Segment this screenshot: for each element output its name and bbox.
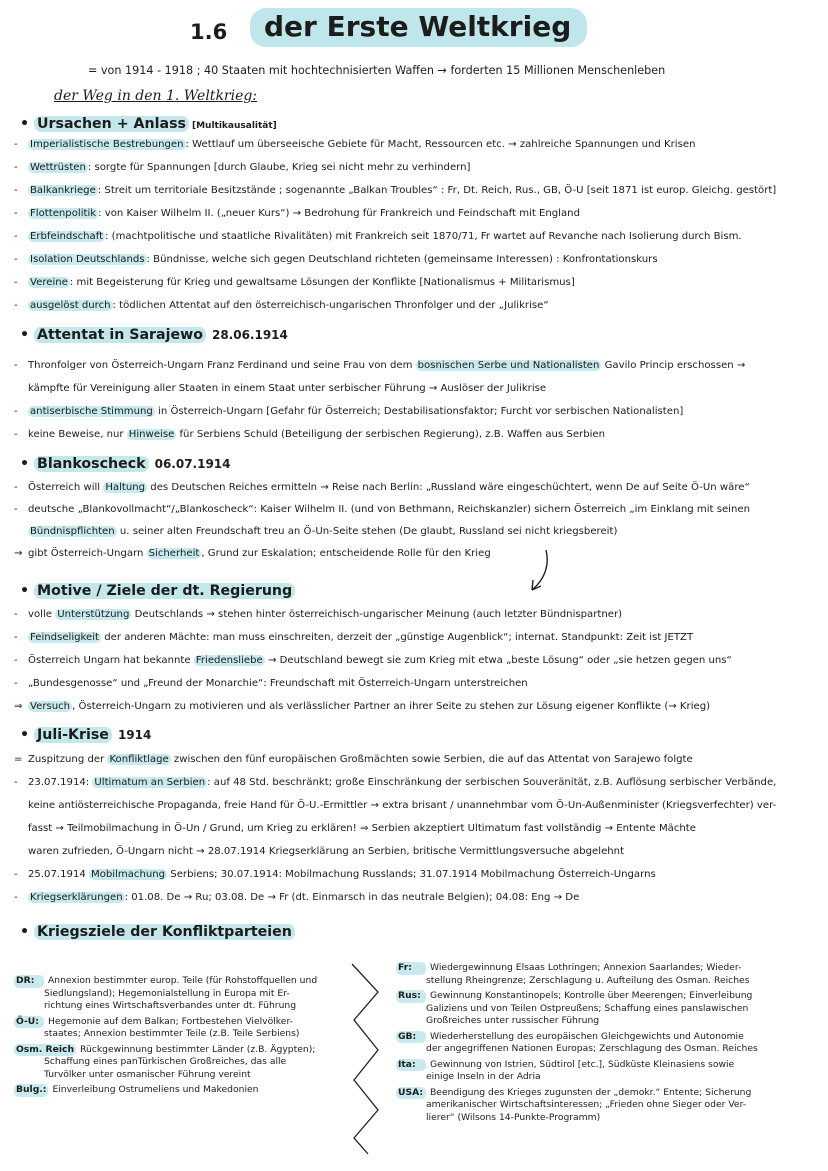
intro-line: = von 1914 - 1918 ; 40 Staaten mit hochtechnisierten Waffen → forderten 15 Millionen Menschenleben xyxy=(88,64,666,77)
kriegsziel-item xyxy=(14,1084,344,1097)
section-sarajevo-title: • Attentat in Sarajewo 28.06.1914 xyxy=(20,327,288,343)
list-item xyxy=(14,298,776,321)
blankoscheck-list xyxy=(14,480,750,568)
kriegsziel-line xyxy=(14,1016,344,1029)
country-tag: GB: xyxy=(396,1031,426,1044)
kriegsziel-text: der angegriffenen Nationen Europas; Zerschlagung des Osman. Reiches xyxy=(426,1043,758,1054)
highlighted-term: Imperialistische Bestrebungen xyxy=(30,139,184,150)
highlighted-term: Bündnispflichten xyxy=(30,526,115,537)
kriegsziel-text: Großreiches unter russischer Führung xyxy=(426,1015,600,1026)
kriegsziel-text: lierer“ (Wilsons 14-Punkte-Programm) xyxy=(426,1111,601,1123)
list-item xyxy=(14,867,776,890)
line-text: gibt Österreich-Ungarn xyxy=(28,548,147,559)
line-text: Zuspitzung der xyxy=(28,754,108,765)
list-item xyxy=(14,524,750,546)
list-item xyxy=(14,404,745,427)
line-text: Österreich Ungarn hat bekannte xyxy=(28,655,194,666)
bullet-marker: - xyxy=(14,208,18,219)
line-text: fasst → Teilmobilmachung in Ö-Un / Grund, um Krieg zu erklären! ⇒ Serbien akzeptiert Ultimatum fast vollständig → Entente Mächte xyxy=(28,823,696,834)
country-tag: USA: xyxy=(396,1087,426,1100)
highlighted-term: Vereine xyxy=(30,277,68,288)
list-item xyxy=(14,752,776,775)
kriegsziel-item xyxy=(396,1087,816,1125)
bullet-marker: - xyxy=(14,300,18,311)
bullet-marker: - xyxy=(14,139,18,150)
kriegsziel-text: Wiederherstellung des europäischen Gleichgewichts und Autonomie xyxy=(430,1030,744,1042)
bullet-marker: - xyxy=(14,185,18,196)
julikrise-list xyxy=(14,752,776,913)
bullet-marker: - xyxy=(14,655,18,666)
bullet-marker: - xyxy=(14,869,18,880)
kriegsziel-text: Annexion bestimmter europ. Teile (für Rohstoffquellen und xyxy=(48,975,318,986)
highlighted-term: Haltung xyxy=(105,482,146,493)
kriegsziel-text: Siedlungsland); Hegemonialstellung in Europa mit Er- xyxy=(44,987,290,999)
subheading: der Weg in den 1. Weltkrieg: xyxy=(54,88,258,104)
section-title-text: Blankoscheck xyxy=(34,456,149,472)
line-text: Deutschlands → stehen hinter österreichisch-ungarischer Meinung (auch letzter Bündnispartner) xyxy=(131,609,623,620)
bullet-marker: - xyxy=(14,360,18,371)
highlighted-term: bosnischen Serbe und Nationalisten xyxy=(417,360,600,371)
line-text: zwischen den fünf europäischen Großmächten sowie Serbien, die auf das Attentat von Sarajewo folgte xyxy=(170,754,693,765)
section-number: 1.6 xyxy=(190,20,228,44)
list-item xyxy=(14,502,750,524)
kriegsziel-item xyxy=(396,990,816,1028)
line-text: des Deutschen Reiches ermitteln → Reise nach Berlin: „Russland wäre eingeschüchtert, wenn De auf Seite Ö-Un wäre“ xyxy=(147,482,750,493)
kriegsziel-text: Rückgewinnung bestimmter Länder (z.B. Ägypten); xyxy=(79,1043,316,1055)
country-tag: Bulg.: xyxy=(16,1084,47,1095)
bullet-marker: - xyxy=(14,892,18,903)
section-title-text: Juli-Krise xyxy=(34,727,112,743)
line-text: keine antiösterreichische Propaganda, freie Hand für Ö-U.-Ermittler → extra brisant / unannehmbar vom Ö-Un-Außenminister (Kriegsverfechter) ver- xyxy=(28,800,777,811)
kriegsziel-line xyxy=(14,1084,344,1097)
list-item xyxy=(14,821,776,844)
kriegsziel-text: Schaffung eines panTürkischen Großreiches, das alle xyxy=(44,1056,287,1067)
list-item xyxy=(14,160,776,183)
list-item xyxy=(14,699,732,722)
list-item xyxy=(14,358,745,381)
highlighted-term: Versuch xyxy=(30,701,71,712)
kriegsziele-right xyxy=(396,962,816,1127)
line-text: : 01.08. De → Ru; 03.08. De → Fr (dt. Einmarsch in das neutrale Belgien); 04.08: Eng → De xyxy=(124,892,580,903)
list-item xyxy=(14,183,776,206)
country-tag: DR: xyxy=(14,975,44,988)
section-title-text: Attentat in Sarajewo xyxy=(34,327,206,343)
line-text: deutsche „Blankovollmacht“/„Blankoscheck“: Kaiser Wilhelm II. (und von Bethmann, Reichskanzler) sichern Österreich „im Einklang mit seinen xyxy=(28,504,750,515)
list-item xyxy=(14,653,732,676)
list-item xyxy=(14,275,776,298)
section-kriegsziele-title: • Kriegsziele der Konfliktparteien xyxy=(20,924,295,940)
line-text: : Bündnisse, welche sich gegen Deutschland richteten (gemeinsame Interessen) : Konfrontationskurs xyxy=(146,254,658,265)
bullet-marker: - xyxy=(14,231,18,242)
line-text: Thronfolger von Österreich-Ungarn Franz Ferdinand und seine Frau von dem xyxy=(28,360,416,371)
section-title-text: Kriegsziele der Konfliktparteien xyxy=(34,924,295,940)
section-date: 06.07.1914 xyxy=(154,457,231,471)
highlighted-term: Friedensliebe xyxy=(195,655,263,666)
line-text: : (machtpolitische und staatliche Rivalitäten) mit Frankreich seit 1870/71, Fr wartet auf Revanche nach Isolierung durch Bism. xyxy=(105,231,742,242)
line-text: keine Beweise, nur xyxy=(28,429,127,440)
section-motive-title: • Motive / Ziele der dt. Regierung xyxy=(20,583,295,599)
list-item xyxy=(14,890,776,913)
bullet-marker: - xyxy=(14,632,18,643)
highlighted-term: antiserbische Stimmung xyxy=(30,406,153,417)
highlighted-term: Erbfeindschaft xyxy=(30,231,104,242)
highlighted-term: Unterstützung xyxy=(57,609,130,620)
line-text: : mit Begeisterung für Krieg und gewaltsame Lösungen der Konflikte [Nationalismus + Militarismus] xyxy=(69,277,575,288)
kriegsziel-text: richtung eines Wirtschaftsverbandes unter dt. Führung xyxy=(44,1000,297,1011)
section-julikrise-title: • Juli-Krise 1914 xyxy=(20,727,152,743)
list-item xyxy=(14,798,776,821)
line-text: u. seiner alten Freundschaft treu an Ö-Un-Seite stehen (De glaubt, Russland sei nicht kriegsbereit) xyxy=(116,526,618,537)
kriegsziel-item xyxy=(14,975,344,1013)
line-text: : von Kaiser Wilhelm II. („neuer Kurs“) → Bedrohung für Frankreich und Feindschaft mit England xyxy=(98,208,580,219)
sarajevo-list xyxy=(14,358,745,450)
list-item xyxy=(14,775,776,798)
kriegsziel-text: einige Inseln in der Adria xyxy=(426,1071,541,1082)
kriegsziel-text: Einverleibung Ostrumeliens und Makedonien xyxy=(52,1084,259,1095)
bullet-marker: - xyxy=(14,504,18,515)
kriegsziel-text: amerikanischer Wirtschaftsinteressen; „Frieden ohne Sieger oder Ver- xyxy=(426,1099,747,1110)
line-text: Serbiens; 30.07.1914: Mobilmachung Russlands; 31.07.1914 Mobilmachung Österreich-Ungarns xyxy=(167,869,656,880)
bullet-marker: = xyxy=(14,754,23,765)
bullet-marker: - xyxy=(14,429,18,440)
list-item xyxy=(14,480,750,502)
line-text: kämpfte für Vereinigung aller Staaten in einem Staat unter serbischer Führung → Auslöser der Julikrise xyxy=(28,383,547,394)
list-item xyxy=(14,630,732,653)
line-text: waren zufrieden, Ö-Ungarn nicht → 28.07.1914 Kriegserklärung an Serbien, britische Vermittlungsversuche abgelehnt xyxy=(28,846,625,857)
country-tag: Rus: xyxy=(396,990,426,1003)
bullet-marker: - xyxy=(14,609,18,620)
list-item xyxy=(14,427,745,450)
kriegsziel-line xyxy=(396,1059,816,1072)
zigzag-divider xyxy=(344,962,388,1156)
line-text: in Österreich-Ungarn [Gefahr für Österreich; Destabilisationsfaktor; Furcht vor serbischen Nationalisten] xyxy=(154,406,684,417)
line-text: „Bundesgenosse“ und „Freund der Monarchie“: Freundschaft mit Österreich-Ungarn unterstreichen xyxy=(28,678,528,689)
list-item xyxy=(14,229,776,252)
list-item xyxy=(14,252,776,275)
bullet-marker: - xyxy=(14,678,18,689)
kriegsziel-text: Gewinnung von Istrien, Südtirol [etc.], Südküste Kleinasiens sowie xyxy=(430,1058,735,1070)
line-text: für Serbiens Schuld (Beteiligung der serbischen Regierung), z.B. Waffen aus Serbien xyxy=(176,429,606,440)
line-text: : auf 48 Std. beschränkt; große Einschränkung der serbischen Souveränität, z.B. Auflösung serbischer Verbände, xyxy=(207,777,777,788)
line-text: der anderen Mächte: man muss einschreiten, derzeit der „günstige Augenblick“; internat. Standpunkt: Zeit ist JETZT xyxy=(101,632,694,643)
list-item xyxy=(14,676,732,699)
kriegsziel-line xyxy=(396,962,816,975)
bullet-marker: - xyxy=(14,777,18,788)
kriegsziel-line xyxy=(14,1044,344,1057)
kriegsziel-text: Beendigung des Krieges zugunsten der „demokr.“ Entente; Sicherung xyxy=(430,1086,752,1098)
highlighted-term: Balkankriege xyxy=(30,185,96,196)
highlighted-term: Ultimatum an Serbien xyxy=(94,777,206,788)
highlighted-term: Hinweise xyxy=(128,429,175,440)
kriegsziel-item xyxy=(396,962,816,987)
line-text: 25.07.1914 xyxy=(28,869,90,880)
kriegsziel-line xyxy=(396,1087,816,1100)
kriegsziel-line xyxy=(396,990,816,1003)
bullet-marker: - xyxy=(14,482,18,493)
list-item xyxy=(14,381,745,404)
highlighted-term: Kriegserklärungen xyxy=(30,892,123,903)
section-title-text: Ursachen + Anlass xyxy=(34,116,189,132)
line-text: : sorgte für Spannungen [durch Glaube, Krieg sei nicht mehr zu verhindern] xyxy=(87,162,471,173)
kriegsziel-text: Wiedergewinnung Elsaas Lothringen; Annexion Saarlandes; Wieder- xyxy=(430,962,742,973)
highlighted-term: Mobilmachung xyxy=(91,869,166,880)
line-text: volle xyxy=(28,609,56,620)
kriegsziel-item xyxy=(14,1016,344,1041)
curved-arrow-icon xyxy=(520,548,560,594)
highlighted-term: Isolation Deutschlands xyxy=(30,254,145,265)
bullet-marker: ⇒ xyxy=(14,701,23,712)
bullet-marker: → xyxy=(14,548,23,559)
line-text: Gavilo Princip erschossen → xyxy=(601,360,746,371)
line-text: Österreich will xyxy=(28,482,104,493)
kriegsziel-text: Galiziens und von Teilen Ostpreußens; Schaffung eines panslawischen xyxy=(426,1002,749,1014)
bullet-marker: - xyxy=(14,406,18,417)
bullet-marker: - xyxy=(14,277,18,288)
list-item xyxy=(14,137,776,160)
list-item xyxy=(14,546,750,568)
kriegsziel-text: stellung Rheingrenze; Zerschlagung u. Aufteilung des Osman. Reiches xyxy=(426,974,750,986)
list-item xyxy=(14,206,776,229)
kriegsziel-item xyxy=(14,1044,344,1082)
highlighted-term: Feindseligkeit xyxy=(30,632,100,643)
line-text: , Österreich-Ungarn zu motivieren und als verlässlicher Partner an ihrer Seite zu stehen zur Lösung eigener Konflikte (→ Krieg) xyxy=(72,701,711,712)
line-text: 23.07.1914: xyxy=(28,777,93,788)
line-text: : Wettlauf um überseeische Gebiete für Macht, Ressourcen etc. → zahlreiche Spannungen und Krisen xyxy=(185,139,696,150)
kriegsziel-item xyxy=(396,1059,816,1084)
section-title-text: Motive / Ziele der dt. Regierung xyxy=(34,583,295,599)
kriegsziel-item xyxy=(396,1031,816,1056)
country-tag: Fr: xyxy=(396,962,426,975)
line-text: : Streit um territoriale Besitzstände ; sogenannte „Balkan Troubles“ : Fr, Dt. Reich, Rus., GB, Ö-U [seit 1871 ist europ. Gleichg. gestört] xyxy=(97,185,777,196)
ursachen-list xyxy=(14,137,776,321)
line-text: , Grund zur Eskalation; entscheidende Rolle für den Krieg xyxy=(201,548,491,559)
section-date: 28.06.1914 xyxy=(211,328,288,342)
highlighted-term: Wettrüsten xyxy=(30,162,86,173)
country-tag: Ö-U: xyxy=(14,1016,44,1029)
highlighted-term: Sicherheit xyxy=(148,548,200,559)
country-tag: Ita: xyxy=(396,1059,426,1072)
kriegsziel-line xyxy=(396,1031,816,1044)
line-text: → Deutschland bewegt sie zum Krieg mit etwa „beste Lösung“ oder „sie hetzen gegen uns“ xyxy=(264,655,732,666)
kriegsziele-left xyxy=(14,975,344,1100)
list-item xyxy=(14,607,732,630)
motive-list xyxy=(14,607,732,722)
bullet-marker: - xyxy=(14,162,18,173)
section-blankoscheck-title: • Blankoscheck 06.07.1914 xyxy=(20,456,231,472)
bullet-marker: - xyxy=(14,254,18,265)
kriegsziel-text: staates; Annexion bestimmter Teile (z.B. Teile Serbiens) xyxy=(44,1028,300,1039)
section-note: [Multikausalität] xyxy=(191,121,277,131)
country-tag: Osm. Reich xyxy=(16,1043,74,1055)
line-text: : tödlichen Attentat auf den österreichisch-ungarischen Thronfolger und der „Julikrise“ xyxy=(112,300,549,311)
list-item xyxy=(14,844,776,867)
kriegsziel-line xyxy=(14,975,344,988)
highlighted-term: Konfliktlage xyxy=(109,754,169,765)
section-ursachen-title: • Ursachen + Anlass [Multikausalität] xyxy=(20,116,277,132)
kriegsziel-text: Gewinnung Konstantinopels; Kontrolle über Meerengen; Einverleibung xyxy=(430,990,753,1001)
kriegsziel-text: Hegemonie auf dem Balkan; Fortbestehen Vielvölker- xyxy=(48,1015,293,1027)
section-date: 1914 xyxy=(117,728,152,742)
highlighted-term: ausgelöst durch xyxy=(30,300,111,311)
highlighted-term: Flottenpolitik xyxy=(30,208,97,219)
kriegsziel-text: Turvölker unter osmanischer Führung vereint xyxy=(44,1068,251,1080)
page-title: der Erste Weltkrieg xyxy=(250,8,587,47)
